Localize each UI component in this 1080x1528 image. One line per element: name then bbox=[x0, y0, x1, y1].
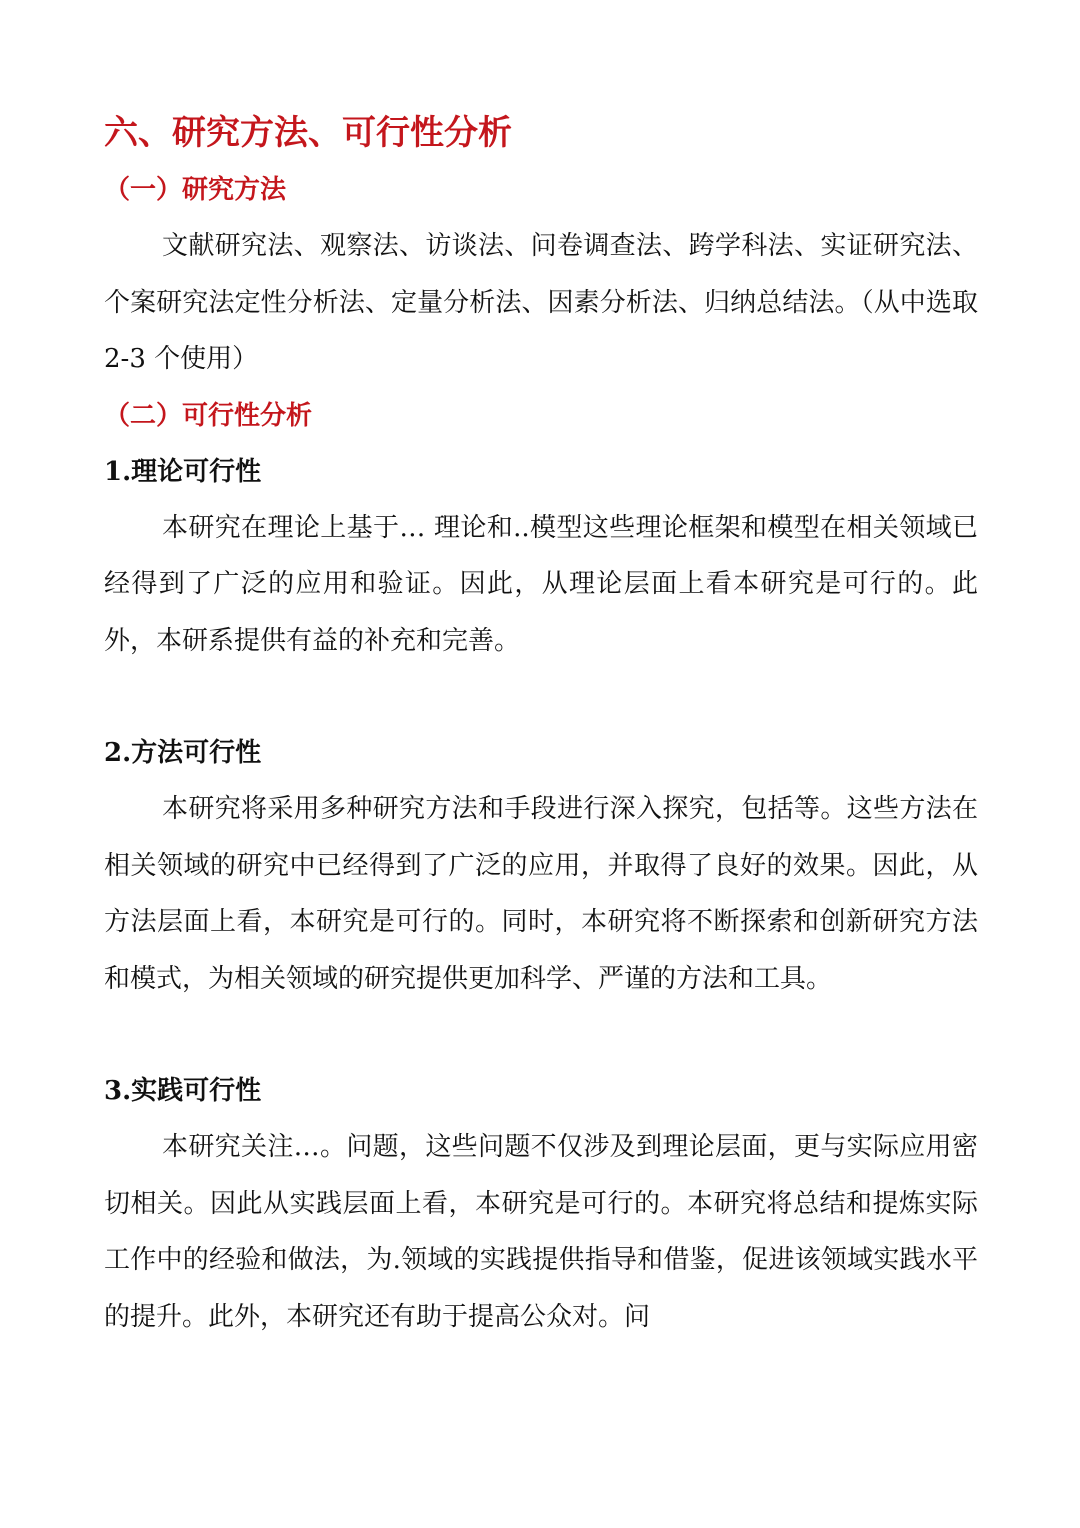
method-paragraph: 本研究将采用多种研究方法和手段进行深入探究，包括等。这些方法在相关领域的研究中已经得到了广泛的应用，并取得了良好的效果。因此，从方法层面上看，本研究是可行的。同时，本研究将不断探索和创新研究方法和模式，为相关领域的研究提供更加科学、严谨的方法和工具。 bbox=[104, 794, 978, 994]
theory-paragraph: 本研究在理论上基于… 理论和..模型这些理论框架和模型在相关领域已经得到了广泛的应用和验证。因此，从理论层面上看本研究是可行的。此外，本研系提供有益的补充和完善。 bbox=[104, 512, 978, 656]
practice-paragraph: 本研究关注…。问题，这些问题不仅涉及到理论层面，更与实际应用密切相关。因此从实践层面上看，本研究是可行的。本研究将总结和提炼实际工作中的经验和做法，为.领域的实践提供指导和借鉴，促进该领域实践水平的提升。此外，本研究还有助于提高公众对。问 bbox=[104, 1132, 978, 1332]
methods-paragraph: 文献研究法、观察法、访谈法、问卷调查法、跨学科法、实证研究法、个案研究法定性分析法、定量分析法、因素分析法、归纳总结法。（从中选取 2-3 个使用） bbox=[104, 231, 978, 374]
item-title-theory: 1.理论可行性 bbox=[104, 456, 262, 487]
blank-line bbox=[104, 669, 978, 725]
blank-line bbox=[104, 1007, 978, 1063]
item-title-practice: 3.实践可行性 bbox=[104, 1076, 262, 1106]
subsection-heading-feasibility: （二）可行性分析 bbox=[104, 400, 313, 431]
section-title: 六、研究方法、可行性分析 bbox=[104, 113, 512, 153]
document-body bbox=[104, 104, 978, 1345]
subsection-heading-methods: （一）研究方法 bbox=[104, 175, 287, 205]
item-title-method: 2.方法可行性 bbox=[104, 738, 262, 768]
